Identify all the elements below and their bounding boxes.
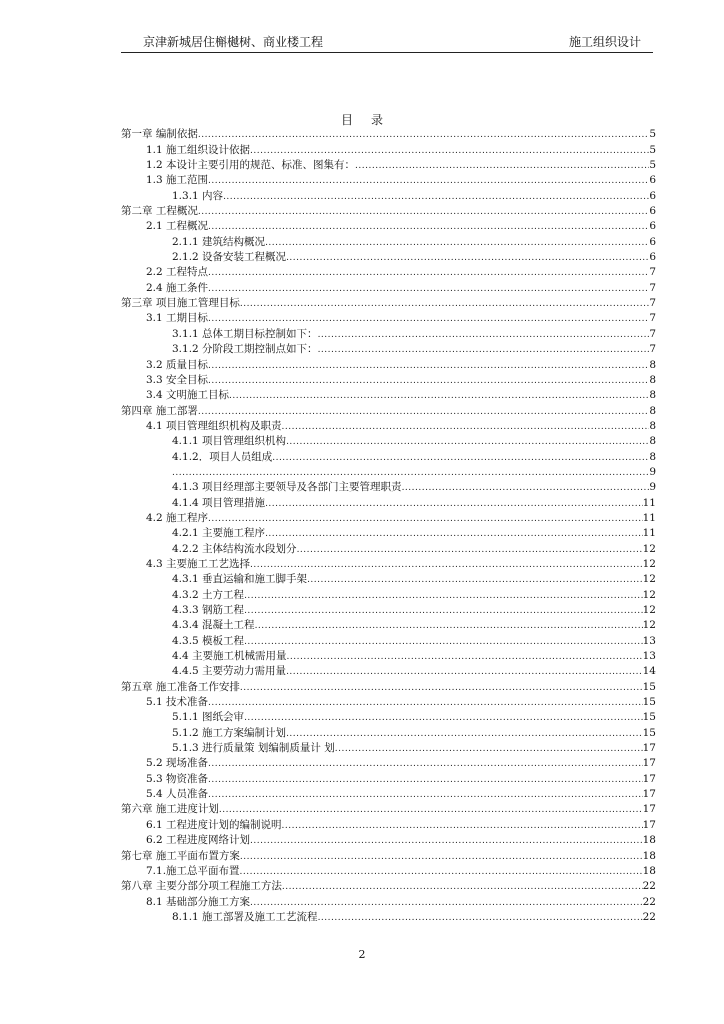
toc-dot-leader bbox=[286, 728, 643, 740]
toc-entry-page: 11 bbox=[642, 527, 656, 540]
toc-entry[interactable] bbox=[121, 755, 656, 770]
toc-entry[interactable] bbox=[121, 909, 656, 924]
toc-entry-title: 2.1 工程概况 bbox=[146, 220, 209, 233]
toc-entry-title: 5.1.3 进行质量策 划编制质量计 划 bbox=[172, 742, 335, 755]
toc-entry-page: 5 bbox=[649, 143, 656, 156]
toc-entry-title: 第四章 施工部署 bbox=[121, 404, 198, 417]
toc-dot-leader bbox=[240, 866, 643, 878]
toc-entry-page: 9 bbox=[649, 465, 656, 478]
toc-entry[interactable] bbox=[121, 126, 656, 141]
toc-entry[interactable] bbox=[121, 786, 656, 801]
toc-entry[interactable] bbox=[121, 878, 656, 893]
toc-entry-title: 1.2 本设计主要引用的规范、标准、图集有： bbox=[146, 159, 356, 172]
toc-entry-page: 15 bbox=[642, 680, 656, 693]
toc-entry-title: 1.3 施工范围 bbox=[146, 174, 209, 187]
toc-entry[interactable] bbox=[121, 617, 656, 632]
toc-dot-leader bbox=[208, 774, 643, 786]
toc-entry-title: 8.1.1 施工部署及施工工艺流程 bbox=[172, 910, 318, 923]
toc-entry-page: 12 bbox=[642, 557, 656, 570]
toc-entry-title: 4.3.5 模板工程 bbox=[172, 634, 245, 647]
toc-entry-title: 第七章 施工平面布置方案 bbox=[121, 849, 240, 862]
toc-dot-leader bbox=[286, 666, 643, 678]
toc-entry-page: 8 bbox=[649, 435, 656, 448]
toc-entry-page: 12 bbox=[642, 604, 656, 616]
toc-entry[interactable] bbox=[121, 372, 656, 387]
toc-entry-page: 6 bbox=[649, 205, 656, 218]
toc-entry-page: 5 bbox=[649, 128, 656, 141]
toc-entry[interactable] bbox=[121, 448, 656, 463]
toc-entry-page: 6 bbox=[649, 251, 656, 264]
toc-dot-leader bbox=[250, 897, 643, 909]
toc-dot-leader bbox=[307, 574, 643, 586]
toc-dot-leader bbox=[219, 804, 643, 816]
toc-dot-leader bbox=[208, 313, 649, 325]
toc-entry-page: 8 bbox=[649, 389, 656, 402]
toc-entry[interactable] bbox=[121, 816, 656, 831]
toc-entry-page: 18 bbox=[642, 849, 656, 862]
toc-entry-title: 5.1.2 施工方案编制计划 bbox=[172, 726, 287, 739]
toc-entry-title: 3.3 安全目标 bbox=[146, 373, 209, 386]
toc-entry-title: 1.3.1 内容 bbox=[172, 189, 224, 202]
toc-dot-leader bbox=[250, 145, 649, 157]
toc-entry[interactable] bbox=[121, 556, 656, 571]
toc-entry-title: 4.2.2 主体结构流水段划分 bbox=[172, 542, 297, 555]
toc-dot-leader bbox=[335, 743, 643, 755]
toc-dot-leader bbox=[208, 267, 649, 279]
header-project-title: 京津新城居住槲樾树、商业楼工程 bbox=[143, 35, 324, 49]
toc-dot-leader bbox=[286, 252, 649, 264]
toc-entry[interactable] bbox=[121, 157, 656, 172]
toc-entry-title: 4.1 项目管理组织机构及职责 bbox=[146, 419, 282, 432]
toc-entry[interactable] bbox=[121, 479, 656, 494]
toc-dot-leader bbox=[282, 820, 643, 832]
toc-dot-leader bbox=[265, 498, 643, 510]
toc-entry-page: 12 bbox=[642, 588, 656, 601]
toc-entry-title: 2.4 施工条件 bbox=[146, 281, 209, 294]
toc-entry-page: 7 bbox=[649, 297, 656, 310]
toc-entry-title: 4.1.3 项目经理部主要领导及各部门主要管理职责 bbox=[172, 481, 402, 494]
toc-entry[interactable] bbox=[121, 249, 656, 264]
toc-dot-leader bbox=[318, 912, 643, 924]
toc-dot-leader bbox=[223, 191, 649, 203]
toc-entry-title: 4.4 主要施工机械需用量 bbox=[172, 650, 287, 663]
toc-entry-page: 8 bbox=[649, 358, 656, 371]
toc-dot-leader bbox=[198, 129, 649, 141]
toc-entry-page: 22 bbox=[642, 910, 656, 923]
toc-entry-title: 4.1.1 项目管理组织机构 bbox=[172, 435, 287, 448]
toc-entry-title: 3.2 质量目标 bbox=[146, 358, 209, 371]
toc-entry[interactable] bbox=[121, 341, 656, 356]
toc-dot-leader bbox=[244, 605, 643, 617]
toc-entry[interactable] bbox=[121, 801, 656, 816]
toc-entry-title: 5.3 物资准备 bbox=[146, 772, 209, 785]
toc-dot-leader bbox=[250, 835, 643, 847]
toc-entry-page: 17 bbox=[642, 742, 656, 755]
toc-entry-page: 6 bbox=[649, 174, 656, 187]
toc-dot-leader bbox=[208, 758, 643, 770]
toc-entry[interactable] bbox=[121, 233, 656, 248]
toc-dot-leader bbox=[355, 160, 649, 172]
toc-entry[interactable] bbox=[121, 418, 656, 433]
toc-entry[interactable] bbox=[121, 863, 656, 878]
toc-entry-page: 11 bbox=[642, 496, 656, 509]
toc-dot-leader bbox=[208, 789, 643, 801]
toc-entry[interactable] bbox=[121, 847, 656, 862]
toc-entry[interactable] bbox=[121, 571, 656, 586]
toc-entry-title: 5.1 技术准备 bbox=[146, 696, 209, 709]
toc-entry[interactable] bbox=[121, 893, 656, 908]
toc-entry-page: 7 bbox=[649, 343, 656, 356]
toc-entry-page: 8 bbox=[649, 404, 656, 417]
toc-entry-title: 4.1.2．项目人员组成 bbox=[172, 450, 273, 463]
toc-entry-title: 第六章 施工进度计划 bbox=[121, 803, 219, 816]
toc-dot-leader bbox=[244, 712, 643, 724]
toc-entry[interactable] bbox=[121, 494, 656, 509]
toc-entry-title: 6.1 工程进度计划的编制说明 bbox=[146, 818, 282, 831]
table-of-contents bbox=[121, 126, 656, 924]
toc-entry-page: 18 bbox=[642, 834, 656, 847]
toc-entry-page: 5 bbox=[649, 159, 656, 172]
toc-entry-title: 第一章 编制依据 bbox=[121, 128, 198, 141]
toc-entry-page: 7 bbox=[649, 312, 656, 325]
toc-entry-page: 13 bbox=[642, 650, 656, 663]
toc-entry[interactable] bbox=[121, 510, 656, 525]
toc-entry-title: 2.1.2 设备安装工程概况 bbox=[172, 251, 287, 264]
toc-entry[interactable] bbox=[121, 694, 656, 709]
toc-dot-leader bbox=[208, 221, 649, 233]
toc-entry[interactable] bbox=[121, 356, 656, 371]
toc-entry[interactable] bbox=[121, 770, 656, 785]
toc-entry-title: 3.1.2 分阶段工期控制点如下： bbox=[172, 343, 318, 356]
toc-dot-leader bbox=[282, 421, 650, 433]
toc-dot-leader bbox=[240, 298, 649, 310]
toc-entry-title: 4.3.4 混凝土工程 bbox=[172, 619, 255, 632]
toc-entry-title: 7.1.施工总平面布置 bbox=[146, 864, 240, 877]
toc-entry[interactable] bbox=[121, 279, 656, 294]
toc-entry[interactable] bbox=[121, 310, 656, 325]
toc-entry[interactable] bbox=[121, 586, 656, 601]
toc-entry[interactable] bbox=[121, 663, 656, 678]
toc-dot-leader bbox=[318, 344, 650, 356]
toc-entry-page: 8 bbox=[649, 419, 656, 432]
toc-entry-page: 17 bbox=[642, 803, 656, 816]
toc-entry-title: 5.4 人员准备 bbox=[146, 788, 209, 801]
toc-dot-leader bbox=[244, 590, 643, 602]
toc-dot-leader bbox=[297, 544, 643, 556]
toc-entry-title: 第三章 项目施工管理目标 bbox=[121, 297, 240, 310]
toc-entry[interactable] bbox=[121, 678, 656, 693]
toc-entry-page: 17 bbox=[642, 772, 656, 785]
toc-entry-page: 17 bbox=[642, 757, 656, 770]
toc-entry-title: 8.1 基础部分施工方案 bbox=[146, 895, 251, 908]
toc-entry[interactable] bbox=[121, 525, 656, 540]
toc-entry-title: 2.1.1 建筑结构概况 bbox=[172, 235, 266, 248]
toc-entry-page: 15 bbox=[642, 711, 656, 724]
toc-entry[interactable] bbox=[121, 709, 656, 724]
toc-entry-title: 2.2 工程特点 bbox=[146, 266, 209, 279]
toc-dot-leader bbox=[208, 697, 643, 709]
toc-entry-title: 4.2 施工程序 bbox=[146, 511, 209, 524]
toc-entry-page: 6 bbox=[649, 235, 656, 248]
toc-entry-title: 4.2.1 主要施工程序 bbox=[172, 527, 266, 540]
toc-entry-title: 第二章 工程概况 bbox=[121, 205, 198, 218]
toc-entry-title: 第八章 主要分部分项工程施工方法 bbox=[121, 880, 282, 893]
toc-entry-title: 第五章 施工准备工作安排 bbox=[121, 680, 240, 693]
toc-entry-title: 3.1 工期目标 bbox=[146, 312, 209, 325]
toc-entry[interactable] bbox=[121, 402, 656, 417]
toc-entry-page: 7 bbox=[649, 266, 656, 279]
toc-dot-leader bbox=[240, 682, 643, 694]
toc-entry[interactable] bbox=[121, 632, 656, 647]
toc-entry[interactable] bbox=[121, 740, 656, 755]
toc-entry-title: 4.1.4 项目管理措施 bbox=[172, 496, 266, 509]
toc-dot-leader bbox=[255, 620, 643, 632]
toc-entry[interactable] bbox=[121, 172, 656, 187]
toc-dot-leader bbox=[198, 206, 649, 218]
toc-entry-page: 14 bbox=[642, 665, 656, 678]
toc-dot-leader bbox=[282, 881, 643, 893]
toc-entry-page: 8 bbox=[649, 373, 656, 386]
toc-entry[interactable] bbox=[121, 832, 656, 847]
toc-entry[interactable] bbox=[121, 187, 656, 202]
toc-dot-leader bbox=[287, 651, 643, 663]
toc-entry[interactable] bbox=[121, 295, 656, 310]
toc-entry-title: 5.1.1 图纸会审 bbox=[172, 711, 245, 724]
toc-title: 目录 bbox=[340, 113, 401, 127]
toc-dot-leader bbox=[208, 283, 649, 295]
toc-entry[interactable] bbox=[121, 540, 656, 555]
page-header bbox=[121, 34, 653, 53]
toc-dot-leader bbox=[286, 436, 649, 448]
toc-entry-title: 5.2 现场准备 bbox=[146, 757, 209, 770]
toc-entry[interactable] bbox=[121, 648, 656, 663]
toc-entry-page: 12 bbox=[642, 573, 656, 586]
toc-entry[interactable] bbox=[121, 464, 656, 479]
toc-entry-title: 3.1.1 总体工期目标控制如下： bbox=[172, 327, 318, 340]
toc-entry[interactable] bbox=[121, 433, 656, 448]
header-document-title: 施工组织设计 bbox=[568, 35, 641, 49]
toc-entry-page: 7 bbox=[649, 281, 656, 294]
toc-dot-leader bbox=[208, 360, 649, 372]
toc-entry-title: 4.3.1 垂直运输和施工脚手架 bbox=[172, 573, 308, 586]
toc-entry-page: 12 bbox=[642, 619, 656, 632]
toc-entry-title: 4.3.2 土方工程 bbox=[172, 588, 245, 601]
toc-dot-leader bbox=[265, 528, 643, 540]
toc-entry-page: 15 bbox=[642, 696, 656, 709]
toc-dot-leader bbox=[208, 513, 643, 525]
toc-entry[interactable] bbox=[121, 602, 656, 617]
toc-entry-page: 6 bbox=[649, 189, 656, 202]
toc-entry[interactable] bbox=[121, 724, 656, 739]
toc-dot-leader bbox=[265, 237, 649, 249]
toc-dot-leader bbox=[172, 467, 649, 479]
toc-dot-leader bbox=[244, 636, 643, 648]
toc-dot-leader bbox=[318, 329, 650, 341]
page-number: 2 bbox=[358, 948, 366, 961]
toc-entry-title: 3.4 文明施工目标 bbox=[146, 389, 230, 402]
toc-entry-page: 12 bbox=[642, 542, 656, 555]
toc-dot-leader bbox=[250, 559, 643, 571]
toc-entry-page: 18 bbox=[642, 864, 656, 877]
toc-entry-page: 22 bbox=[642, 880, 656, 893]
toc-dot-leader bbox=[198, 406, 649, 418]
toc-dot-leader bbox=[229, 390, 649, 402]
toc-entry-title: 6.2 工程进度网络计划 bbox=[146, 834, 251, 847]
toc-entry[interactable] bbox=[121, 264, 656, 279]
toc-entry-page: 15 bbox=[642, 726, 656, 739]
toc-dot-leader bbox=[208, 375, 649, 387]
toc-entry[interactable] bbox=[121, 325, 656, 340]
toc-entry-page: 17 bbox=[642, 818, 656, 831]
toc-entry-title: 1.1 施工组织设计依据 bbox=[146, 143, 251, 156]
toc-entry-title: 4.4.5 主要劳动力需用量 bbox=[172, 665, 287, 678]
toc-dot-leader bbox=[402, 482, 650, 494]
toc-entry-page: 6 bbox=[649, 220, 656, 233]
toc-entry-page: 13 bbox=[642, 634, 656, 647]
toc-entry-title: 4.3.3 钢筋工程 bbox=[172, 604, 245, 616]
toc-entry[interactable] bbox=[121, 203, 656, 218]
toc-entry[interactable] bbox=[121, 387, 656, 402]
toc-entry-page: 22 bbox=[642, 895, 656, 908]
toc-entry-title: 4.3 主要施工工艺选择 bbox=[146, 557, 251, 570]
toc-dot-leader bbox=[208, 175, 649, 187]
toc-entry-page: 17 bbox=[642, 788, 656, 801]
toc-entry-page: 11 bbox=[642, 511, 656, 524]
toc-entry[interactable] bbox=[121, 218, 656, 233]
toc-dot-leader bbox=[272, 452, 649, 464]
toc-entry-page: 8 bbox=[649, 450, 656, 463]
toc-entry-page: 7 bbox=[649, 327, 656, 340]
toc-entry-page: 9 bbox=[649, 481, 656, 494]
toc-entry[interactable] bbox=[121, 141, 656, 156]
toc-dot-leader bbox=[240, 851, 643, 863]
